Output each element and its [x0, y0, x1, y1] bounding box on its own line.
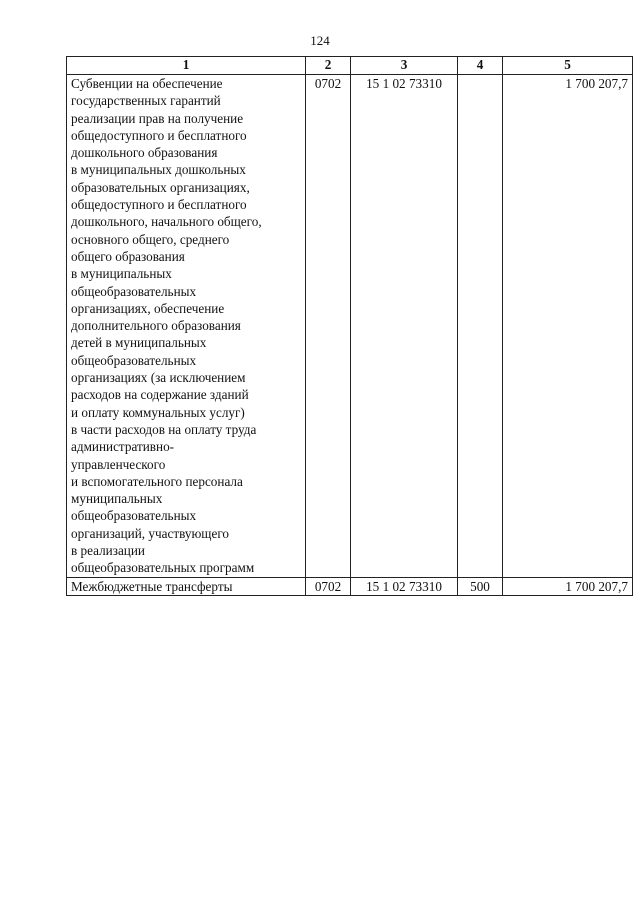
table-header-row	[67, 57, 633, 75]
column-header-2: 2	[306, 57, 351, 75]
row-section-cell: 0702	[306, 577, 351, 595]
column-header-4: 4	[458, 57, 503, 75]
column-header-5: 5	[503, 57, 633, 75]
row-amount-cell: 1 700 207,7	[503, 75, 633, 578]
table-row	[67, 577, 633, 595]
budget-table	[66, 56, 633, 596]
row-section-cell: 0702	[306, 75, 351, 578]
page-number: 124	[310, 33, 330, 48]
row-name-cell: Межбюджетные трансферты	[67, 577, 306, 595]
row-target-cell: 15 1 02 73310	[351, 577, 458, 595]
column-header-3: 3	[351, 57, 458, 75]
row-name-cell: Субвенции на обеспечение государственных гарантий реализации прав на получение общедоступного и бесплатного дошкольного образования в муниципальных дошкольных образовательных организациях, общедоступного и бесплатного дошкольного, начального общего, основного общего, среднего общего образования в муниципальных общеобразовательных организациях, обеспечение дополнительного образования детей в муниципальных общеобразовательных организациях (за исключением расходов на содержание зданий и оплату коммунальных услуг) в части расходов на оплату труда административно- управленческого и вспомогательного персонала муниципальных общеобразовательных организаций, участвующего в реализации общеобразовательных программ	[67, 75, 306, 578]
table-row	[67, 75, 633, 578]
column-header-1: 1	[67, 57, 306, 75]
row-vr-cell	[458, 75, 503, 578]
row-vr-cell: 500	[458, 577, 503, 595]
row-target-cell: 15 1 02 73310	[351, 75, 458, 578]
row-amount-cell: 1 700 207,7	[503, 577, 633, 595]
